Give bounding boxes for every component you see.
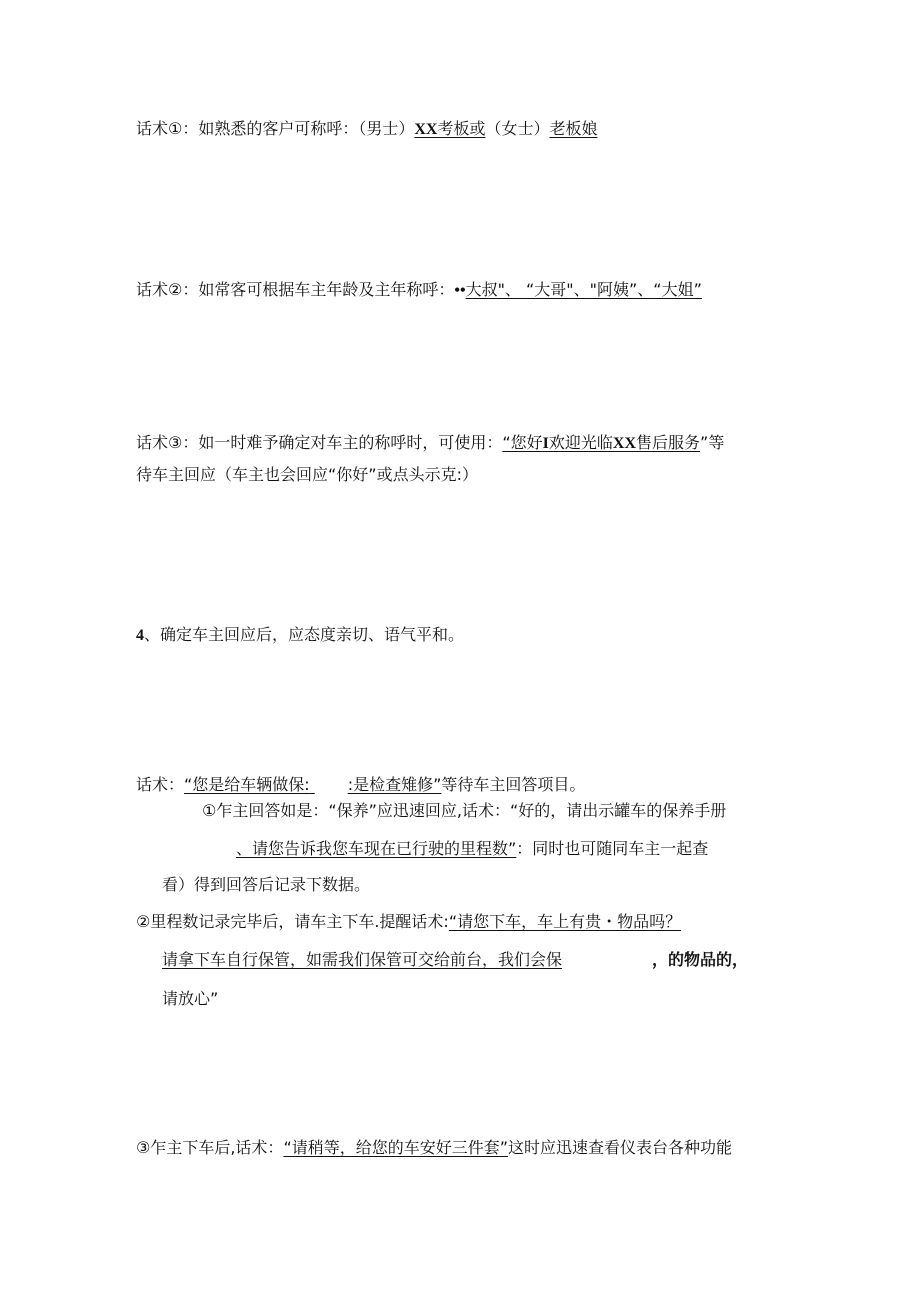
script-1-prefix: 话术①：如熟悉的客户可称呼：（男士） bbox=[136, 119, 415, 138]
script-line-7-cont bbox=[162, 949, 748, 971]
script-line-8 bbox=[136, 1137, 732, 1159]
script-8-underline: “请稍等，给您的车安好三件套” bbox=[283, 1138, 509, 1157]
script-5-prefix: 话术： bbox=[136, 775, 185, 794]
script-5-underline-2: :是检查雉修” bbox=[347, 775, 442, 794]
script-3-underline-3: 售后服务 bbox=[636, 433, 701, 452]
section-heading-4 bbox=[136, 624, 464, 647]
script-line-6-cont bbox=[236, 838, 708, 860]
script-2-dots: •• bbox=[454, 282, 466, 299]
script-1-underline-1: 考板或 bbox=[437, 119, 486, 138]
script-3-bold-i: I bbox=[542, 435, 549, 452]
script-8-prefix: ③乍主下车后,话术： bbox=[136, 1138, 284, 1157]
script-5-suffix: 等待车主回答项目。 bbox=[441, 775, 586, 794]
script-line-5 bbox=[136, 774, 585, 796]
script-line-3 bbox=[136, 432, 724, 455]
script-2-prefix: 话术②：如常客可根据车主年龄及主年称呼： bbox=[136, 280, 455, 299]
script-2-underline: 大叔"、 “大哥"、"阿姨”、“大姐” bbox=[465, 280, 702, 299]
script-line-2 bbox=[136, 279, 702, 302]
script-3-suffix: ”等 bbox=[700, 433, 725, 452]
script-3-xx: XX bbox=[612, 435, 637, 452]
section-text: 、确定车主回应后，应态度亲切、语气平和。 bbox=[144, 625, 465, 644]
script-5-blank bbox=[310, 774, 348, 796]
script-line-1 bbox=[136, 118, 598, 141]
script-7-prefix: ②里程数记录完毕后，请车主下车.提醒话术: bbox=[136, 912, 449, 931]
script-6-underline: 、请您告诉我您车现在已行驶的里程数” bbox=[236, 839, 517, 858]
script-1-mid: （女士） bbox=[485, 119, 550, 138]
section-number: 4 bbox=[136, 627, 144, 644]
script-3-underline-2: 欢迎光临 bbox=[548, 433, 613, 452]
script-8-suffix: 这时应迅速查看仪表台各种功能 bbox=[508, 1138, 733, 1157]
script-1-xx: XX bbox=[414, 121, 438, 138]
script-line-7-end: 请放心” bbox=[162, 989, 219, 1008]
script-3-prefix: 话术③：如一时难予确定对车主的称呼时，可使用： bbox=[136, 433, 503, 452]
script-line-7 bbox=[136, 911, 681, 933]
script-5-underline-1: “您是给车辆做保: bbox=[184, 775, 310, 794]
script-3-underline-1: “您好 bbox=[502, 433, 543, 452]
script-7-underline-2: 请拿下车自行保管，如需我们保管可交给前台，我们会保 bbox=[162, 950, 563, 969]
script-line-6-end: 看）得到回答后记录下数据。 bbox=[162, 875, 371, 894]
script-1-underline-2: 老板娘 bbox=[549, 119, 598, 138]
script-7-underline-1: “请您下车，车上有贵・物品吗？ bbox=[448, 912, 682, 931]
script-line-6: ①乍主回答如是：“保养”应迅速回应,话术：“好的，请出示罐车的保养手册 bbox=[202, 801, 727, 820]
script-7-bold: ，的物品的， bbox=[652, 950, 749, 969]
script-6-suffix: ：同时也可随同车主一起查 bbox=[516, 839, 709, 858]
script-line-3-cont: 待车主回应（车主也会回应“你好”或点头示克:） bbox=[136, 465, 478, 484]
